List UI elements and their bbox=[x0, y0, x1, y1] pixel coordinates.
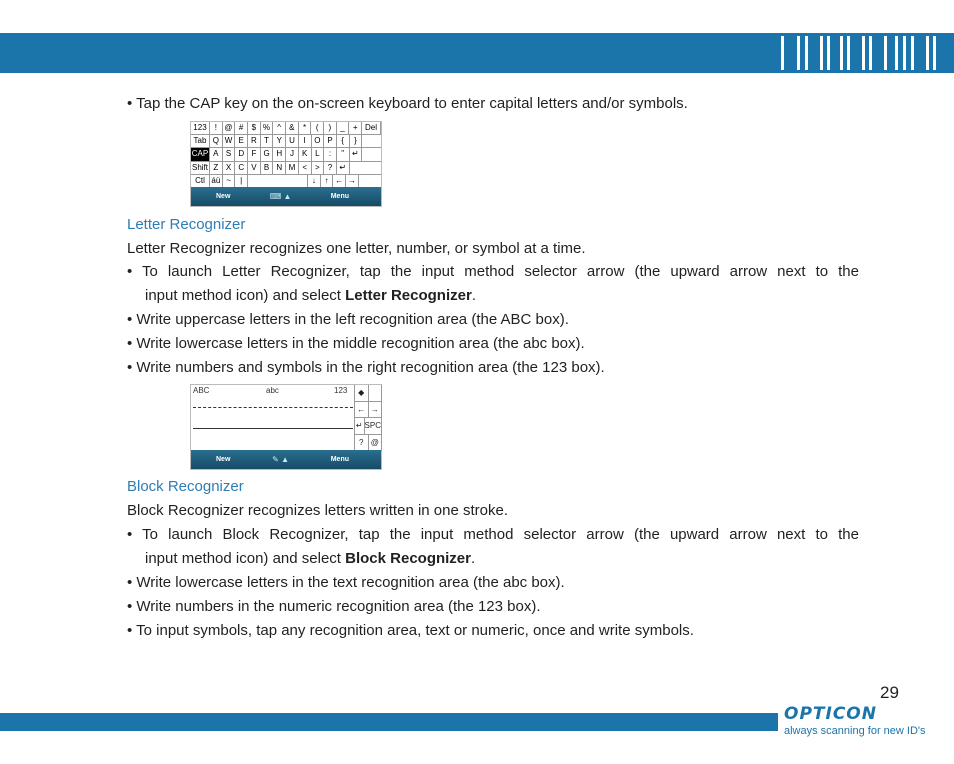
keyboard-key: Del bbox=[362, 122, 381, 134]
keyboard-key: Tab bbox=[191, 135, 210, 147]
keyboard-key: # bbox=[235, 122, 248, 134]
block-recognizer-bold: Block Recognizer bbox=[345, 550, 471, 567]
side-key-row bbox=[355, 418, 382, 435]
on-screen-keyboard-image bbox=[190, 121, 382, 207]
keyboard-key: ← bbox=[333, 175, 346, 187]
keyboard-key: CAP bbox=[191, 148, 210, 160]
keyboard-key: % bbox=[261, 122, 274, 134]
letter-recognizer-intro: Letter Recognizer recognizes one letter, number, or symbol at a time. bbox=[127, 240, 586, 257]
keyboard-key: " bbox=[337, 148, 350, 160]
keyboard-key: Z bbox=[210, 162, 223, 174]
softkey-menu: Menu bbox=[330, 193, 349, 200]
letter-bullet-1: • To launch Letter Recognizer, tap the input method selector arrow (the upward arrow next to the bbox=[127, 263, 859, 280]
keyboard-row bbox=[191, 148, 381, 161]
block-bullet-2: • Write lowercase letters in the text recognition area (the abc box). bbox=[127, 574, 565, 591]
keyboard-key: K bbox=[299, 148, 312, 160]
block-bullet-1-cont: input method icon) and select Block Recognizer. bbox=[145, 550, 476, 567]
opticon-logo: OPTICON bbox=[784, 704, 877, 724]
side-key-row bbox=[355, 402, 382, 419]
keyboard-key: ↑ bbox=[321, 175, 334, 187]
keyboard-key: } bbox=[350, 135, 363, 147]
keyboard-key: ? bbox=[324, 162, 337, 174]
keyboard-key: V bbox=[248, 162, 261, 174]
side-key: ◆ bbox=[355, 385, 369, 401]
keyboard-key: Ctl bbox=[191, 175, 210, 187]
keyboard-row bbox=[191, 175, 381, 188]
keyboard-key: B bbox=[261, 162, 274, 174]
keyboard-key: F bbox=[248, 148, 261, 160]
keyboard-key: ↓ bbox=[308, 175, 321, 187]
keyboard-key: E bbox=[235, 135, 248, 147]
keyboard-key: áü bbox=[210, 175, 223, 187]
keyboard-key: ! bbox=[210, 122, 223, 134]
keyboard-key: @ bbox=[223, 122, 236, 134]
recognizer-side-keys bbox=[354, 385, 382, 451]
keyboard-key: A bbox=[210, 148, 223, 160]
keyboard-key: W bbox=[223, 135, 236, 147]
block-recognizer-heading: Block Recognizer bbox=[127, 478, 244, 495]
tagline: always scanning for new ID's bbox=[784, 725, 926, 737]
keyboard-key: ( bbox=[311, 122, 324, 134]
keyboard-key: C bbox=[235, 162, 248, 174]
keyboard-key: P bbox=[324, 135, 337, 147]
block-recognizer-intro: Block Recognizer recognizes letters written in one stroke. bbox=[127, 502, 509, 519]
side-key: SPC bbox=[365, 418, 382, 434]
side-key: ↵ bbox=[355, 418, 365, 434]
side-key: ← bbox=[355, 402, 369, 418]
side-key: ? bbox=[355, 435, 369, 451]
side-key-row bbox=[355, 385, 382, 402]
side-key: @ bbox=[369, 435, 383, 451]
keyboard-key: G bbox=[261, 148, 274, 160]
block-bullet-3: • Write numbers in the numeric recognition area (the 123 box). bbox=[127, 598, 541, 615]
keyboard-key: D bbox=[235, 148, 248, 160]
keyboard-key: * bbox=[299, 122, 312, 134]
keyboard-key: | bbox=[235, 175, 248, 187]
num-label: 123 bbox=[334, 386, 348, 395]
block-bullet-1: • To launch Block Recognizer, tap the input method selector arrow (the upward arrow next to the bbox=[127, 526, 859, 543]
guide-dashed-line bbox=[193, 407, 353, 408]
keyboard-key: U bbox=[286, 135, 299, 147]
softkey-bar bbox=[191, 187, 381, 206]
keyboard-key: { bbox=[337, 135, 350, 147]
input-method-selector-2: ✎ ▲ bbox=[272, 455, 289, 464]
softkey-new-2: New bbox=[216, 456, 231, 463]
keyboard-key: > bbox=[312, 162, 325, 174]
keyboard-key: L bbox=[312, 148, 325, 160]
block-bullet-4: • To input symbols, tap any recognition area, text or numeric, once and write symbols. bbox=[127, 622, 694, 639]
softkey-new: New bbox=[216, 193, 231, 200]
keyboard-key: : bbox=[324, 148, 337, 160]
keyboard-key: ) bbox=[324, 122, 337, 134]
letter-recognizer-bold: Letter Recognizer bbox=[345, 287, 472, 304]
keyboard-key: ↵ bbox=[350, 148, 363, 160]
letter-bullet-3: • Write lowercase letters in the middle recognition area (the abc box). bbox=[127, 335, 585, 352]
keyboard-row bbox=[191, 135, 381, 148]
footer-bar bbox=[0, 713, 778, 731]
keyboard-key: Shift bbox=[191, 162, 210, 174]
abc-upper-label: ABC bbox=[193, 386, 210, 395]
keyboard-row bbox=[191, 162, 381, 175]
side-key-row bbox=[355, 435, 382, 452]
keyboard-key: ↵ bbox=[337, 162, 350, 174]
cap-key-bullet: • Tap the CAP key on the on-screen keyboard to enter capital letters and/or symbols. bbox=[127, 95, 688, 112]
keyboard-key: R bbox=[248, 135, 261, 147]
side-key: → bbox=[369, 402, 383, 418]
letter-recognizer-image bbox=[190, 384, 382, 470]
header-bar bbox=[0, 33, 954, 73]
keyboard-key: → bbox=[346, 175, 359, 187]
keyboard-key: N bbox=[273, 162, 286, 174]
keyboard-key: Y bbox=[273, 135, 286, 147]
keyboard-key: I bbox=[299, 135, 312, 147]
keyboard-key: X bbox=[223, 162, 236, 174]
keyboard-key: < bbox=[299, 162, 312, 174]
keyboard-key: $ bbox=[248, 122, 261, 134]
keyboard-key: T bbox=[261, 135, 274, 147]
letter-bullet-2: • Write uppercase letters in the left recognition area (the ABC box). bbox=[127, 311, 569, 328]
letter-bullet-4: • Write numbers and symbols in the right recognition area (the 123 box). bbox=[127, 359, 605, 376]
keyboard-key: 123 bbox=[191, 122, 210, 134]
softkey-bar-2 bbox=[191, 450, 381, 469]
keyboard-key: O bbox=[312, 135, 325, 147]
keyboard-key: Q bbox=[210, 135, 223, 147]
keyboard-key: M bbox=[286, 162, 299, 174]
keyboard-key: ~ bbox=[223, 175, 236, 187]
letter-recognizer-heading: Letter Recognizer bbox=[127, 216, 246, 233]
abc-lower-label: abc bbox=[266, 386, 279, 395]
keyboard-key: H bbox=[273, 148, 286, 160]
letter-bullet-1-cont: input method icon) and select Letter Recognizer. bbox=[145, 287, 476, 304]
keyboard-key bbox=[248, 175, 308, 187]
keyboard-key: J bbox=[286, 148, 299, 160]
keyboard-key: ^ bbox=[273, 122, 286, 134]
keyboard-key: S bbox=[223, 148, 236, 160]
input-method-selector: ⌨ ▲ bbox=[269, 192, 292, 201]
keyboard-key: _ bbox=[337, 122, 350, 134]
keyboard-key: + bbox=[349, 122, 362, 134]
keyboard-key: & bbox=[286, 122, 299, 134]
softkey-menu-2: Menu bbox=[330, 456, 349, 463]
barcode-graphic bbox=[781, 36, 936, 70]
keyboard-row bbox=[191, 122, 381, 135]
side-key bbox=[369, 385, 383, 401]
page-number: 29 bbox=[880, 683, 899, 702]
guide-base-line bbox=[193, 428, 353, 429]
